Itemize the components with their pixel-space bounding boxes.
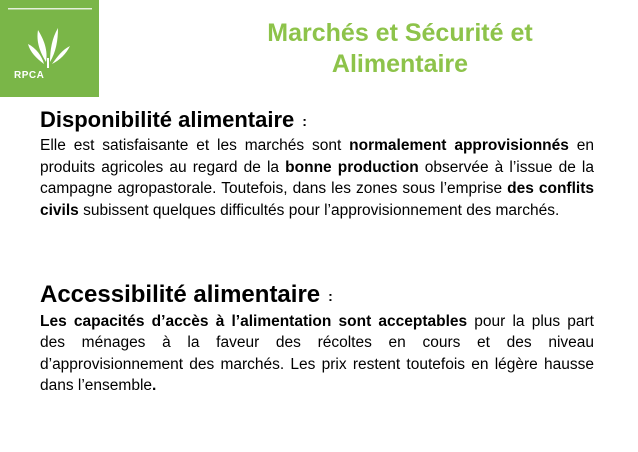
title-line-1: Marchés et Sécurité et — [267, 19, 533, 47]
text-segment: subissent quelques difficultés pour l’approvisionnement des marchés. — [78, 201, 560, 219]
logo-text: RPCA — [14, 70, 45, 81]
text-segment: Elle est satisfaisante et les marchés sont — [40, 137, 350, 155]
bold-text-segment: . — [152, 377, 157, 395]
bold-text-segment: Les capacités d’accès à l’alimentation sont acceptables — [40, 312, 468, 330]
bold-text-segment: normalement approvisionnés — [349, 137, 569, 155]
page-title — [180, 18, 620, 80]
section-paragraph — [40, 135, 594, 221]
heading-text: Accessibilité alimentaire — [40, 281, 321, 308]
grain-stalk-icon — [0, 0, 99, 97]
section-availability — [40, 106, 594, 221]
text-segment: en produits agricoles au regard de la — [40, 137, 594, 176]
bold-text-segment: des conflits civils — [40, 180, 594, 219]
bold-text-segment: bonne production — [285, 158, 419, 176]
section-paragraph — [40, 311, 594, 397]
rpca-logo — [0, 0, 99, 97]
text-segment: pour la plus part des ménages à la faveur des récoltes en cours et des niveau d’approvisionnement des marchés. Les prix restent toutefois en légère hausse dans l’ensemble — [40, 312, 594, 395]
title-line-2: Alimentaire — [331, 50, 469, 78]
section-heading — [40, 106, 594, 135]
section-accessibility — [40, 280, 594, 397]
section-heading — [40, 280, 594, 311]
heading-text: Disponibilité alimentaire — [40, 107, 295, 132]
text-segment: observée à l’issue de la campagne agropastorale. Toutefois, dans les zones sous l’emprise — [40, 158, 594, 198]
heading-colon: : — [328, 287, 333, 304]
heading-colon: : — [302, 113, 307, 130]
